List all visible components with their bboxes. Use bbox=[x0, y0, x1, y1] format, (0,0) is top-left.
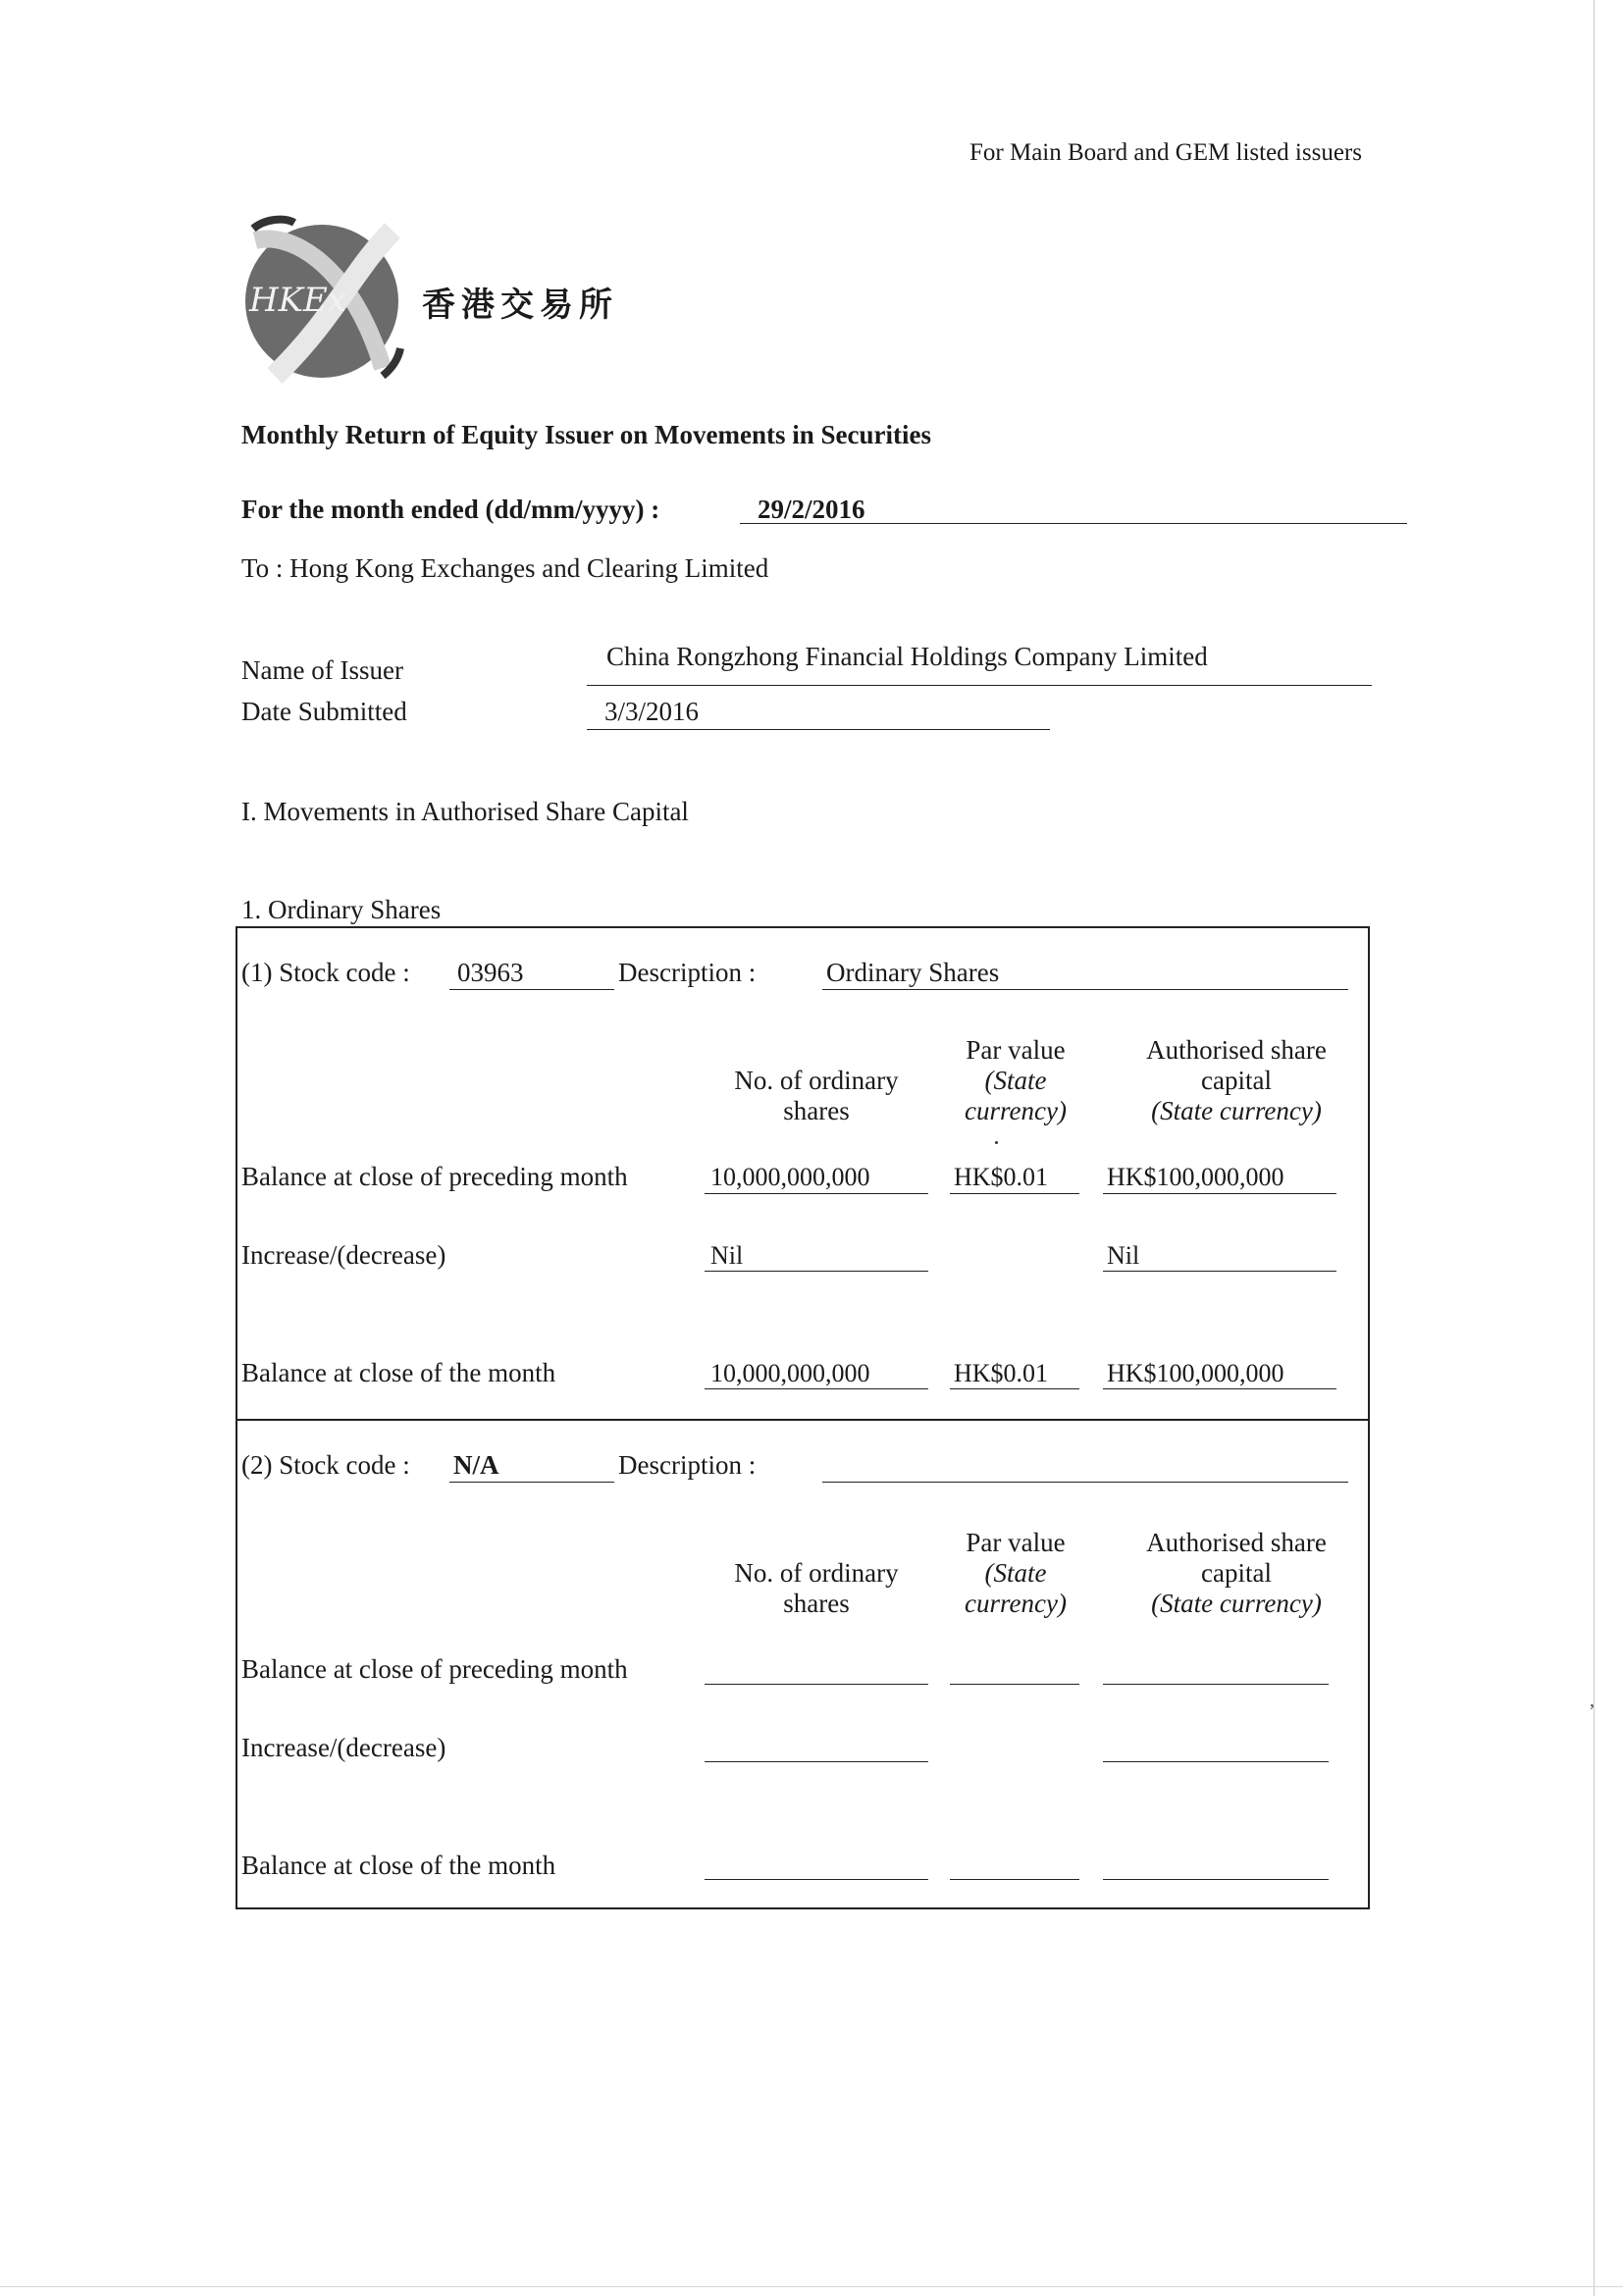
stock1-desc-underline bbox=[822, 989, 1348, 990]
stock1-preceding-label: Balance at close of preceding month bbox=[241, 1162, 628, 1191]
stock1-description: Ordinary Shares bbox=[826, 958, 1000, 987]
logo-chinese-text: 香港交易所 bbox=[422, 286, 618, 325]
stock1-preceding-capital-line bbox=[1103, 1193, 1336, 1194]
stock1-close-capital: HK$100,000,000 bbox=[1107, 1359, 1284, 1387]
stock2-close-capital-line bbox=[1103, 1879, 1329, 1880]
stock1-code: 03963 bbox=[457, 958, 524, 987]
stock2-desc-underline bbox=[822, 1482, 1348, 1483]
stock2-col-par: Par value (State currency) bbox=[965, 1528, 1067, 1618]
stock1-col-par: Par value (State currency) bbox=[965, 1035, 1067, 1125]
stock1-preceding-shares: 10,000,000,000 bbox=[710, 1163, 870, 1191]
stock2-desc-label: Description : bbox=[618, 1450, 757, 1480]
page-bottom-line bbox=[0, 2286, 1623, 2287]
stock1-close-shares-line bbox=[705, 1388, 928, 1389]
hkex-logo bbox=[236, 211, 412, 388]
stock2-code-label: (2) Stock code : bbox=[241, 1450, 410, 1480]
stock2-col-capital: Authorised share capital (State currency) bbox=[1146, 1528, 1327, 1618]
page-edge-line bbox=[1594, 0, 1595, 2296]
stock2-preceding-capital-line bbox=[1103, 1684, 1329, 1685]
margin-mark: , bbox=[1590, 1690, 1595, 1711]
issuer-name-label: Name of Issuer bbox=[241, 655, 403, 685]
stock1-change-shares: Nil bbox=[710, 1241, 744, 1270]
stock1-code-underline bbox=[449, 989, 614, 990]
stock2-change-shares-line bbox=[705, 1761, 928, 1762]
stock2-close-par-line bbox=[950, 1879, 1079, 1880]
section-heading: I. Movements in Authorised Share Capital bbox=[241, 797, 689, 826]
stock1-preceding-shares-line bbox=[705, 1193, 928, 1194]
stock2-preceding-label: Balance at close of preceding month bbox=[241, 1654, 628, 1684]
stock2-change-capital-line bbox=[1103, 1761, 1329, 1762]
stock1-close-label: Balance at close of the month bbox=[241, 1358, 556, 1387]
stock1-change-capital: Nil bbox=[1107, 1241, 1140, 1270]
form-title: Monthly Return of Equity Issuer on Movements in Securities bbox=[241, 420, 932, 449]
stock1-change-label: Increase/(decrease) bbox=[241, 1240, 446, 1270]
month-ended-value: 29/2/2016 bbox=[758, 495, 865, 524]
stock2-close-shares-line bbox=[705, 1879, 928, 1880]
stock2-preceding-par-line bbox=[950, 1684, 1079, 1685]
stock2-code: N/A bbox=[453, 1450, 499, 1480]
issuer-name-underline bbox=[587, 685, 1372, 686]
stock1-preceding-par: HK$0.01 bbox=[954, 1163, 1049, 1191]
stock1-close-capital-line bbox=[1103, 1388, 1336, 1389]
month-ended-label: For the month ended (dd/mm/yyyy) : bbox=[241, 495, 660, 524]
stock1-preceding-capital: HK$100,000,000 bbox=[1107, 1163, 1284, 1191]
stock1-code-label: (1) Stock code : bbox=[241, 958, 410, 987]
date-submitted-label: Date Submitted bbox=[241, 697, 407, 726]
stock1-desc-label: Description : bbox=[618, 958, 757, 987]
to-line: To : Hong Kong Exchanges and Clearing Limited bbox=[241, 553, 769, 583]
stock-divider bbox=[236, 1419, 1370, 1421]
month-ended-underline bbox=[740, 523, 1407, 524]
stock1-close-par: HK$0.01 bbox=[954, 1359, 1049, 1387]
stock2-preceding-shares-line bbox=[705, 1684, 928, 1685]
stock2-change-label: Increase/(decrease) bbox=[241, 1733, 446, 1762]
stock1-close-shares: 10,000,000,000 bbox=[710, 1359, 870, 1387]
listing-note: For Main Board and GEM listed issuers bbox=[969, 139, 1362, 166]
stock1-col-shares: No. of ordinary shares bbox=[734, 1066, 899, 1125]
sub-heading: 1. Ordinary Shares bbox=[241, 895, 442, 924]
logo-latin-text: HKEx bbox=[249, 281, 347, 320]
issuer-name-value: China Rongzhong Financial Holdings Company Limited bbox=[606, 642, 1208, 671]
stray-dot bbox=[995, 1141, 998, 1144]
stock2-code-underline bbox=[449, 1482, 614, 1483]
stock2-close-label: Balance at close of the month bbox=[241, 1851, 556, 1880]
date-submitted-underline bbox=[587, 729, 1050, 730]
stock1-close-par-line bbox=[950, 1388, 1079, 1389]
date-submitted-value: 3/3/2016 bbox=[604, 697, 700, 726]
stock1-change-capital-line bbox=[1103, 1271, 1336, 1272]
stock1-preceding-par-line bbox=[950, 1193, 1079, 1194]
stock1-col-capital: Authorised share capital (State currency) bbox=[1146, 1035, 1327, 1125]
stock2-col-shares: No. of ordinary shares bbox=[734, 1558, 899, 1618]
stock1-change-shares-line bbox=[705, 1271, 928, 1272]
